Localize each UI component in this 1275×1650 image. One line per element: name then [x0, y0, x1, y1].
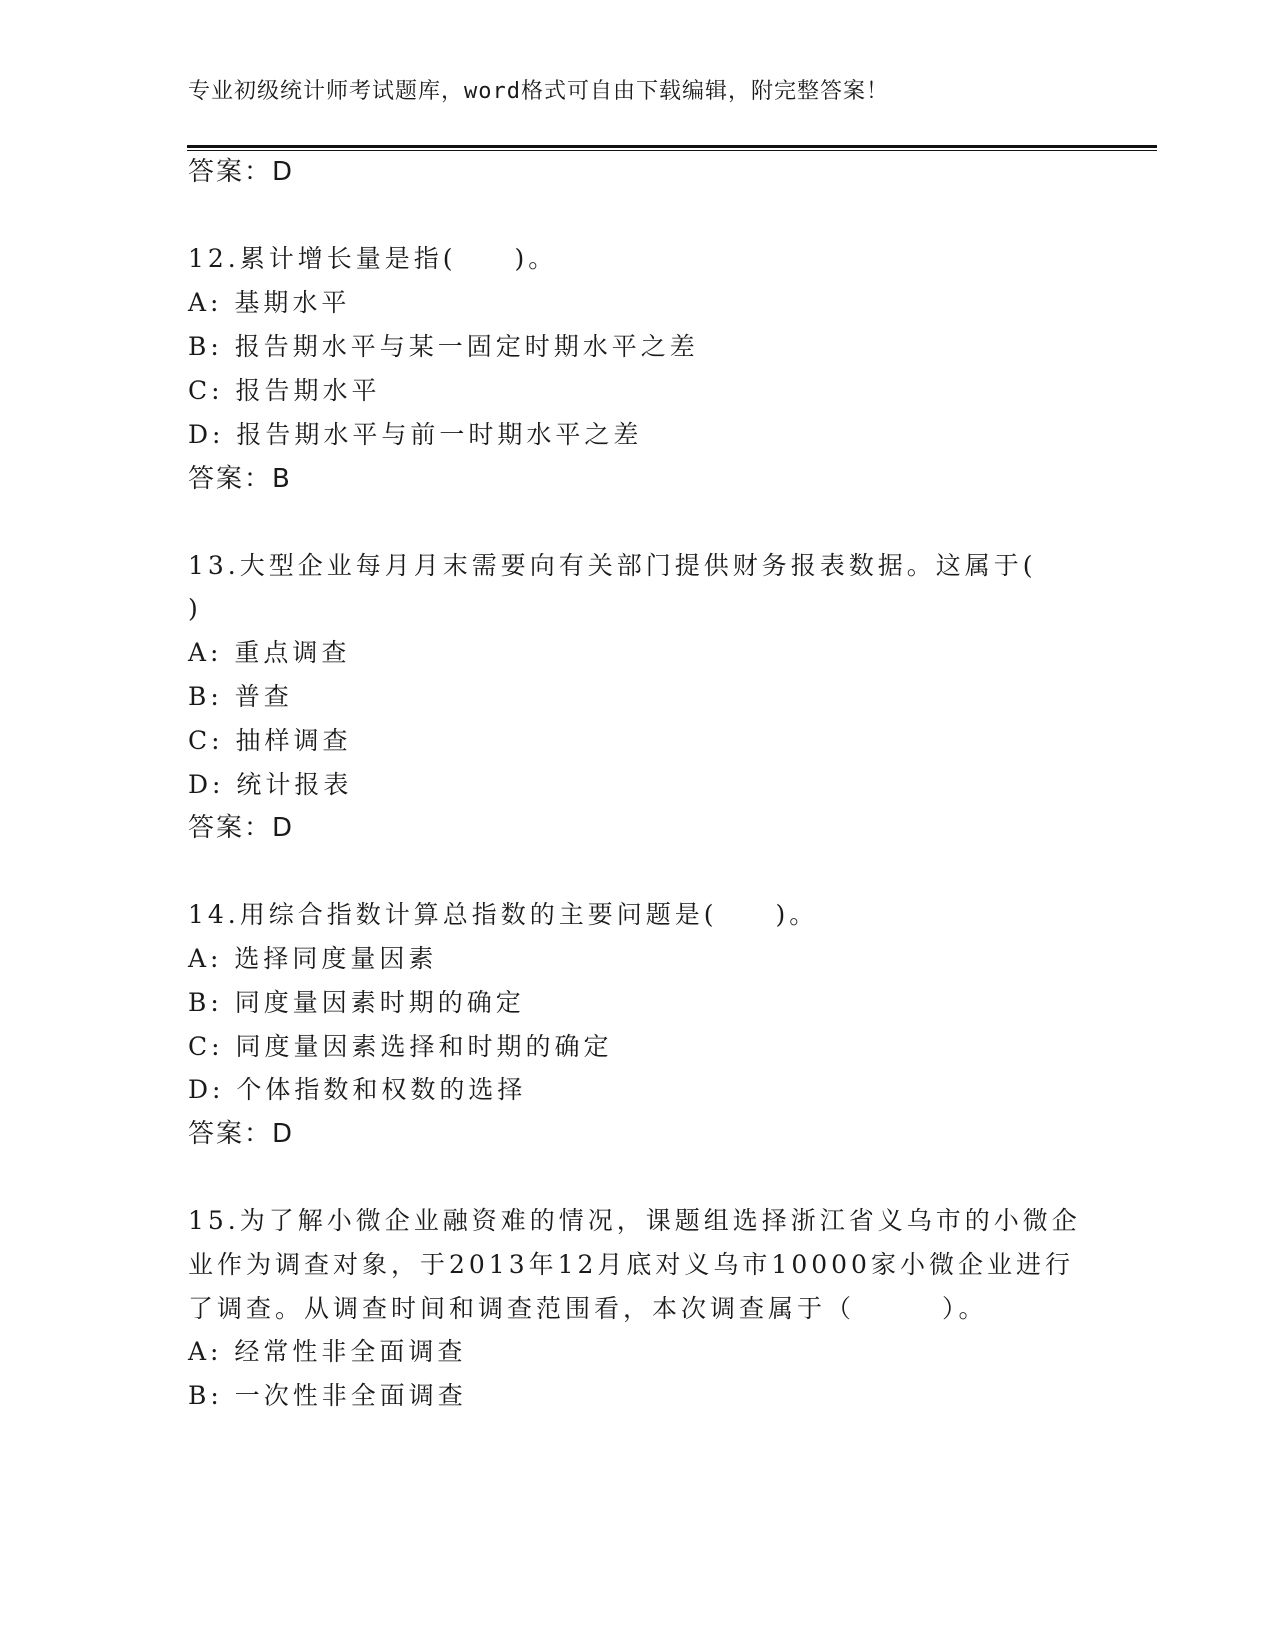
question-15-option-b: B: 一次性非全面调查 — [188, 1381, 467, 1410]
question-15-stem-line-2: 业作为调查对象，于2013年12月底对义乌市10000家小微企业进行 — [188, 1250, 1074, 1279]
question-13-answer: 答案：D — [188, 813, 295, 843]
header-rule — [187, 145, 1157, 148]
question-14-option-c: C: 同度量因素选择和时期的确定 — [188, 1032, 613, 1061]
question-14-option-a: A: 选择同度量因素 — [188, 944, 438, 973]
question-13-option-c: C: 抽样调查 — [188, 726, 352, 755]
question-12-option-b: B: 报告期水平与某一固定时期水平之差 — [188, 332, 699, 361]
question-12-option-a: A: 基期水平 — [188, 288, 351, 317]
page-header: 专业初级统计师考试题库，word格式可自由下载编辑，附完整答案！ — [188, 79, 889, 104]
header-rule-thin — [187, 150, 1157, 151]
question-14-option-b: B: 同度量因素时期的确定 — [188, 988, 525, 1017]
question-12-answer: 答案：B — [188, 464, 292, 494]
question-14-option-d: D: 个体指数和权数的选择 — [188, 1075, 527, 1104]
question-12-option-c: C: 报告期水平 — [188, 376, 381, 405]
question-12-stem: 12.累计增长量是指( )。 — [188, 244, 558, 273]
question-15-option-a: A: 经常性非全面调查 — [188, 1337, 467, 1366]
question-15-stem: 15.为了解小微企业融资难的情况，课题组选择浙江省义乌市的小微企 — [188, 1206, 1081, 1235]
question-13-stem-cont: ) — [188, 594, 202, 623]
question-13-option-d: D: 统计报表 — [188, 770, 353, 799]
question-14-stem: 14.用综合指数计算总指数的主要问题是( )。 — [188, 900, 819, 929]
question-13-stem: 13.大型企业每月月末需要向有关部门提供财务报表数据。这属于( — [188, 551, 1037, 580]
question-13-option-a: A: 重点调查 — [188, 638, 351, 667]
question-13-option-b: B: 普查 — [188, 682, 293, 711]
answer-prev: 答案：D — [188, 157, 295, 187]
question-12-option-d: D: 报告期水平与前一时期水平之差 — [188, 420, 643, 449]
question-15-stem-line-3: 了调查。从调查时间和调查范围看，本次调查属于（ ）。 — [188, 1294, 988, 1323]
question-14-answer: 答案：D — [188, 1119, 295, 1149]
